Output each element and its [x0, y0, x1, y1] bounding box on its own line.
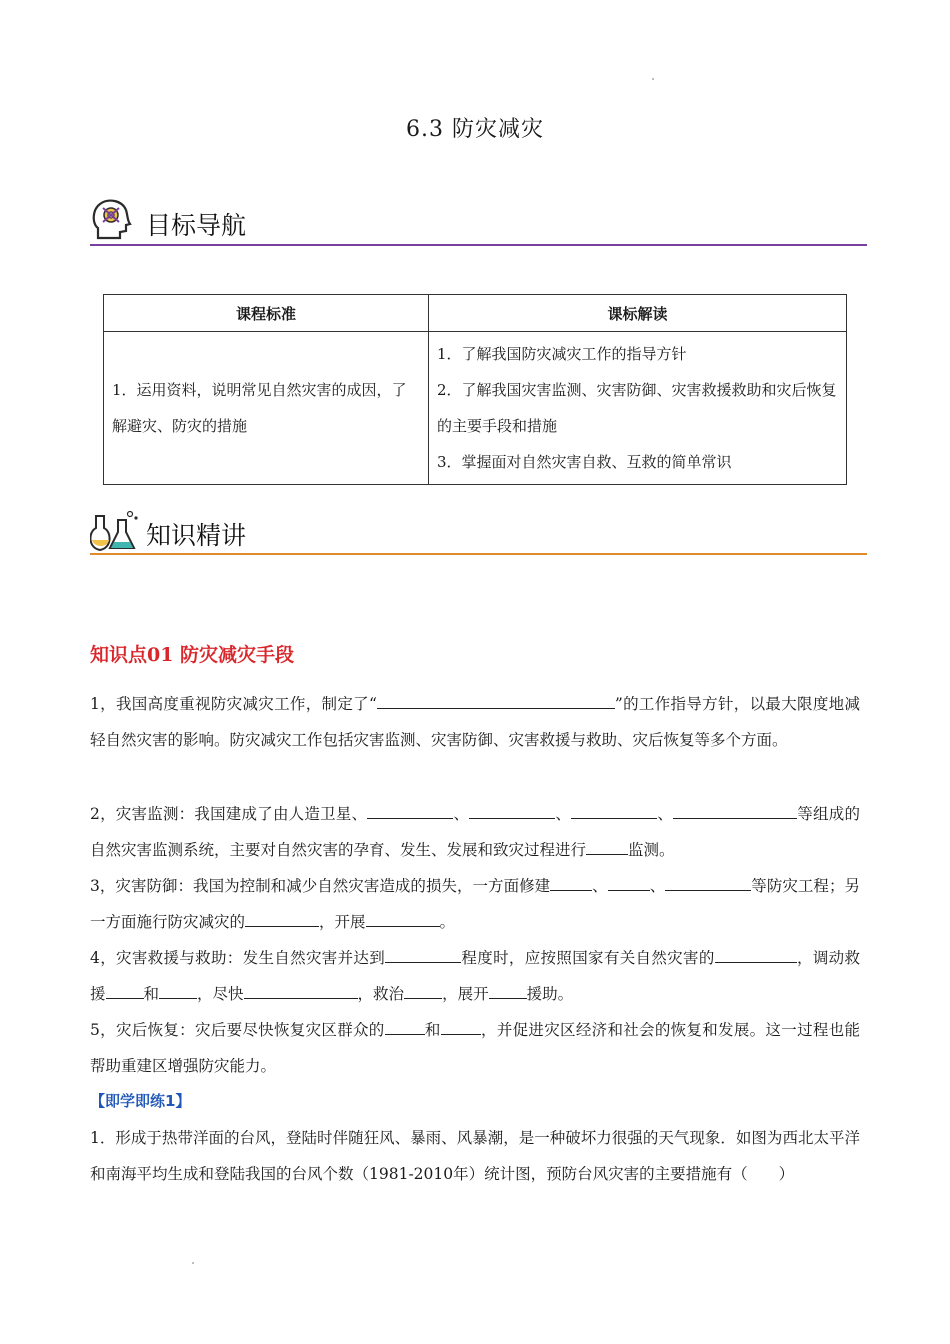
text: ，救治	[357, 985, 405, 1003]
practice-question: 1．形成于热带洋面的台风，登陆时伴随狂风、暴雨、风暴潮，是一种破坏力很强的天气现象．如图为西北太平洋和南海平均生成和登陆我国的台风个数（1981-2010年）统计图，预防台风灾害的主要措施有（ ）	[90, 1129, 860, 1183]
fill-blank[interactable]	[489, 983, 527, 1000]
text: ，调动救援	[90, 949, 860, 1003]
section-rule-knowledge	[90, 553, 867, 555]
text: 援助。	[526, 985, 574, 1003]
text: ，展开	[442, 985, 489, 1003]
text: ”的工作指导方针，以最大限度地减轻自然灾害的影响。防灾减灾工作包括灾害监测、灾害防御、灾害救援与救助、灾后恢复等多个方面。	[90, 695, 860, 749]
text: 等防灾工程；另一方面施行防灾减灾的	[90, 877, 860, 931]
fill-blank[interactable]	[159, 983, 197, 1000]
page-title: 6.3 防灾减灾	[406, 117, 544, 142]
text: 5，灾后恢复：灾后要尽快恢复灾区群众的	[90, 1021, 385, 1039]
fill-blank[interactable]	[244, 983, 358, 1000]
paragraph-4	[90, 940, 860, 1012]
text: ，并促进灾区经济和社会的恢复和发展。这一过程也能帮助重建区增强防灾能力。	[90, 1021, 860, 1075]
interpretation-item: 3．掌握面对自然灾害自救、互救的简单常识	[437, 453, 732, 471]
text: ，开展	[319, 913, 366, 931]
head-gear-icon	[90, 198, 134, 244]
section-header-nav	[90, 198, 867, 248]
text: 、	[592, 877, 608, 895]
fill-blank[interactable]	[385, 947, 461, 964]
paragraph-3	[90, 868, 860, 940]
paragraph-1	[90, 686, 860, 758]
text: 、	[657, 805, 674, 823]
fill-blank[interactable]	[377, 693, 615, 710]
fill-blank[interactable]	[441, 1019, 481, 1036]
section-header-knowledge	[90, 508, 867, 558]
knowledge-point-title: 知识点01 防灾减灾手段	[90, 644, 295, 666]
fill-blank[interactable]	[366, 911, 440, 928]
text: 等组成的自然灾害监测系统，主要对自然灾害的孕育、发生、发展和致灾过程进行	[90, 805, 860, 859]
text: 3，灾害防御：我国为控制和减少自然灾害造成的损失，一方面修建	[90, 877, 551, 895]
speck	[192, 1262, 194, 1264]
text: 2，灾害监测：我国建成了由人造卫星、	[90, 805, 368, 823]
text: 程度时，应按照国家有关自然灾害的	[461, 949, 715, 967]
fill-blank[interactable]	[571, 803, 657, 820]
text: 监测。	[628, 841, 675, 859]
fill-blank[interactable]	[106, 983, 144, 1000]
fill-blank[interactable]	[673, 803, 797, 820]
text: 、	[649, 877, 666, 895]
text: 、	[555, 805, 572, 823]
fill-blank[interactable]	[385, 1019, 425, 1036]
text: 、	[453, 805, 470, 823]
fill-blank[interactable]	[404, 983, 442, 1000]
fill-blank[interactable]	[586, 839, 628, 856]
practice-label: 【即学即练1】	[90, 1092, 191, 1110]
text: 和	[143, 985, 160, 1003]
text: 1，我国高度重视防灾减灾工作，制定了“	[90, 695, 377, 713]
interpretation-item: 2．了解我国灾害监测、灾害防御、灾害救援救助和灾后恢复的主要手段和措施	[437, 381, 837, 435]
section-title-knowledge: 知识精讲	[146, 521, 247, 550]
interpretation-cell	[429, 332, 847, 485]
fill-blank[interactable]	[608, 875, 650, 892]
fill-blank[interactable]	[469, 803, 555, 820]
text: ，尽快	[197, 985, 244, 1003]
fill-blank[interactable]	[550, 875, 592, 892]
standard-cell: 1．运用资料，说明常见自然灾害的成因，了解避灾、防灾的措施	[104, 332, 429, 485]
text: 。	[439, 913, 456, 931]
fill-blank[interactable]	[367, 803, 453, 820]
lab-flask-icon	[90, 508, 140, 554]
text: 和	[424, 1021, 441, 1039]
table-header-interpretation: 课标解读	[429, 295, 847, 332]
section-title-nav: 目标导航	[146, 211, 247, 240]
interpretation-item: 1．了解我国防灾减灾工作的指导方针	[437, 345, 687, 363]
paragraph-5	[90, 1012, 860, 1084]
speck	[652, 78, 654, 80]
table-header-standard: 课程标准	[104, 295, 429, 332]
fill-blank[interactable]	[665, 875, 751, 892]
text: 4，灾害救援与救助：发生自然灾害并达到	[90, 949, 386, 967]
section-rule-nav	[90, 244, 867, 246]
paragraph-2	[90, 796, 860, 868]
fill-blank[interactable]	[245, 911, 319, 928]
curriculum-table	[103, 294, 847, 485]
fill-blank[interactable]	[715, 947, 797, 964]
